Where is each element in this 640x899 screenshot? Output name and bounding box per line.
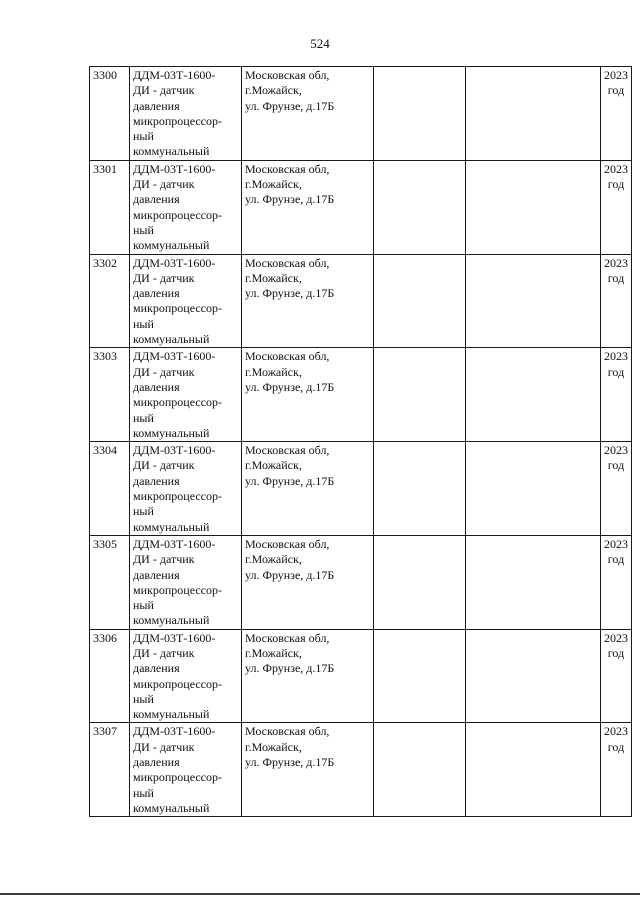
year-cell (601, 723, 632, 817)
year-line: 2023 (604, 724, 628, 739)
address-cell (242, 67, 374, 161)
table-row (90, 254, 632, 348)
address-line: г.Можайск, (245, 552, 302, 567)
device-name-line: ДДМ-03Т-1600- (133, 536, 216, 551)
table-row (90, 723, 632, 817)
device-name-cell (130, 442, 242, 536)
row-number-cell (90, 535, 130, 629)
device-name-line: давления (133, 661, 180, 676)
table-row (90, 442, 632, 536)
address-line: г.Можайск, (245, 83, 302, 98)
year-cell (601, 160, 632, 254)
device-name-line: давления (133, 755, 180, 770)
address-cell (242, 629, 374, 723)
year-line: 2023 (604, 630, 628, 645)
device-name-line: коммунальный (133, 613, 210, 628)
device-name-line: ный (133, 129, 154, 144)
device-name-line: микропроцессор- (133, 770, 222, 785)
device-name-line: микропроцессор- (133, 113, 222, 128)
device-name-cell (130, 254, 242, 348)
address-line: г.Можайск, (245, 739, 302, 754)
empty-cell-4 (374, 348, 466, 442)
page-number: 524 (310, 36, 330, 51)
row-number-cell (90, 442, 130, 536)
device-name-line: микропроцессор- (133, 489, 222, 504)
table-row (90, 535, 632, 629)
year-line: 2023 (604, 68, 628, 82)
address-line: г.Можайск, (245, 458, 302, 473)
device-name-cell (130, 629, 242, 723)
address-line: Московская обл, (245, 349, 330, 364)
address-line: Московская обл, (245, 630, 330, 645)
address-line: ул. Фрунзе, д.17Б (245, 567, 335, 582)
empty-cell-5 (466, 160, 601, 254)
row-number: 3306 (93, 630, 117, 645)
address-line: г.Можайск, (245, 177, 302, 192)
device-name-line: ДИ - датчик (133, 552, 195, 567)
row-number-cell (90, 723, 130, 817)
device-name-line: давления (133, 192, 180, 207)
device-name-line: ный (133, 222, 154, 237)
device-name-line: ДИ - датчик (133, 177, 195, 192)
empty-cell-5 (466, 442, 601, 536)
device-name-cell (130, 160, 242, 254)
year-line: год (607, 739, 625, 754)
year-cell (601, 67, 632, 161)
address-line: г.Можайск, (245, 645, 302, 660)
empty-cell-5 (466, 67, 601, 161)
device-name-line: коммунальный (133, 425, 210, 440)
year-cell (601, 535, 632, 629)
address-line: Московская обл, (245, 724, 330, 739)
device-name-line: ДДМ-03Т-1600- (133, 161, 216, 176)
table-body (90, 67, 632, 817)
address-line: г.Можайск, (245, 364, 302, 379)
device-name-cell (130, 67, 242, 161)
device-name-line: ный (133, 316, 154, 331)
address-cell (242, 160, 374, 254)
address-line: ул. Фрунзе, д.17Б (245, 755, 335, 770)
scan-edge-line (0, 893, 640, 895)
device-name-cell (130, 723, 242, 817)
empty-cell-4 (374, 535, 466, 629)
address-cell (242, 254, 374, 348)
row-number: 3307 (93, 724, 117, 739)
empty-cell-5 (466, 629, 601, 723)
empty-cell-4 (374, 160, 466, 254)
row-number: 3304 (93, 443, 117, 458)
device-name-line: ДДМ-03Т-1600- (133, 724, 216, 739)
address-cell (242, 535, 374, 629)
device-name-line: коммунальный (133, 800, 210, 815)
address-line: Московская обл, (245, 255, 330, 270)
empty-cell-5 (466, 348, 601, 442)
device-name-line: давления (133, 98, 180, 113)
year-cell (601, 629, 632, 723)
device-name-line: ДИ - датчик (133, 739, 195, 754)
year-line: 2023 (604, 255, 628, 270)
year-line: год (607, 83, 625, 98)
device-name-line: коммунальный (133, 707, 210, 722)
device-name-line: микропроцессор- (133, 301, 222, 316)
row-number: 3303 (93, 349, 117, 364)
device-name-line: давления (133, 567, 180, 582)
device-name-line: ДИ - датчик (133, 83, 195, 98)
row-number: 3300 (93, 68, 117, 82)
device-name-cell (130, 535, 242, 629)
empty-cell-4 (374, 67, 466, 161)
device-name-line: ный (133, 598, 154, 613)
device-name-line: ДДМ-03Т-1600- (133, 443, 216, 458)
year-line: год (607, 645, 625, 660)
device-name-line: коммунальный (133, 144, 210, 159)
empty-cell-5 (466, 535, 601, 629)
empty-cell-4 (374, 723, 466, 817)
row-number-cell (90, 160, 130, 254)
device-name-line: давления (133, 286, 180, 301)
row-number: 3305 (93, 536, 117, 551)
year-line: 2023 (604, 161, 628, 176)
year-line: год (607, 177, 625, 192)
device-name-line: ДИ - датчик (133, 270, 195, 285)
year-line: год (607, 364, 625, 379)
device-name-line: ный (133, 504, 154, 519)
device-name-line: ДДМ-03Т-1600- (133, 255, 216, 270)
year-line: 2023 (604, 536, 628, 551)
empty-cell-5 (466, 723, 601, 817)
address-line: ул. Фрунзе, д.17Б (245, 473, 335, 488)
address-line: ул. Фрунзе, д.17Б (245, 661, 335, 676)
address-cell (242, 348, 374, 442)
row-number: 3302 (93, 255, 117, 270)
address-line: Московская обл, (245, 443, 330, 458)
device-name-line: ный (133, 691, 154, 706)
device-name-line: ный (133, 785, 154, 800)
row-number-cell (90, 67, 130, 161)
empty-cell-5 (466, 254, 601, 348)
device-name-line: микропроцессор- (133, 207, 222, 222)
year-cell (601, 442, 632, 536)
address-line: ул. Фрунзе, д.17Б (245, 379, 335, 394)
row-number-cell (90, 254, 130, 348)
registry-table (89, 66, 632, 817)
year-line: год (607, 552, 625, 567)
device-name-line: микропроцессор- (133, 676, 222, 691)
year-cell (601, 254, 632, 348)
row-number-cell (90, 629, 130, 723)
device-name-cell (130, 348, 242, 442)
address-cell (242, 723, 374, 817)
device-name-line: коммунальный (133, 238, 210, 253)
device-name-line: давления (133, 473, 180, 488)
device-name-line: давления (133, 379, 180, 394)
device-name-line: коммунальный (133, 519, 210, 534)
year-line: 2023 (604, 443, 628, 458)
table-row (90, 67, 632, 161)
device-name-line: ДДМ-03Т-1600- (133, 68, 216, 82)
row-number-cell (90, 348, 130, 442)
address-line: Московская обл, (245, 68, 330, 82)
table-row (90, 348, 632, 442)
empty-cell-4 (374, 629, 466, 723)
year-cell (601, 348, 632, 442)
address-line: Московская обл, (245, 536, 330, 551)
address-line: Московская обл, (245, 161, 330, 176)
device-name-line: ДИ - датчик (133, 645, 195, 660)
device-name-line: коммунальный (133, 332, 210, 347)
address-line: ул. Фрунзе, д.17Б (245, 98, 335, 113)
year-line: год (607, 458, 625, 473)
address-line: ул. Фрунзе, д.17Б (245, 192, 335, 207)
address-line: г.Можайск, (245, 270, 302, 285)
empty-cell-4 (374, 254, 466, 348)
device-name-line: ДИ - датчик (133, 364, 195, 379)
device-name-line: ный (133, 410, 154, 425)
table-row (90, 629, 632, 723)
year-line: 2023 (604, 349, 628, 364)
empty-cell-4 (374, 442, 466, 536)
device-name-line: ДДМ-03Т-1600- (133, 630, 216, 645)
table-row (90, 160, 632, 254)
address-line: ул. Фрунзе, д.17Б (245, 286, 335, 301)
device-name-line: микропроцессор- (133, 582, 222, 597)
device-name-line: микропроцессор- (133, 395, 222, 410)
row-number: 3301 (93, 161, 117, 176)
device-name-line: ДДМ-03Т-1600- (133, 349, 216, 364)
address-cell (242, 442, 374, 536)
year-line: год (607, 270, 625, 285)
device-name-line: ДИ - датчик (133, 458, 195, 473)
